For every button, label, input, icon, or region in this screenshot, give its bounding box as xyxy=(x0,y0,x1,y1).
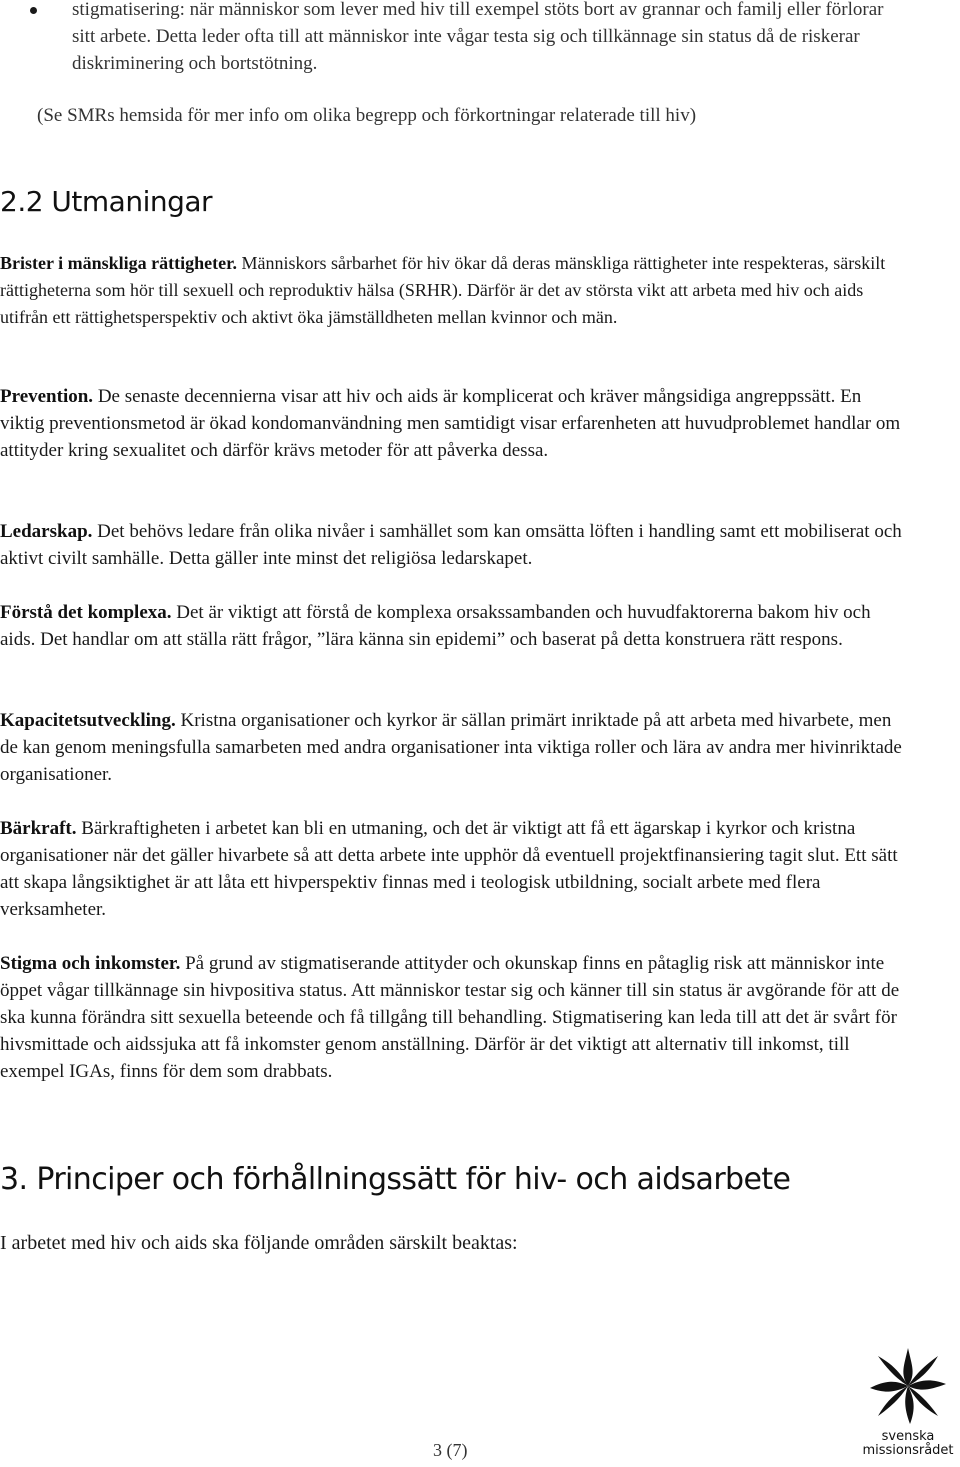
paragraph-sustainability xyxy=(0,815,910,923)
paragraph-text: De senaste decennierna visar att hiv och aids är komplicerat och kräver mångsidiga angreppssätt. En viktig preventionsmetod är ökad kondomanvändning men samtidigt visar erfarenheten att huvudproblemet handlar om attityder kring sexualitet och därför krävs metoder för att påverka dessa. xyxy=(0,386,901,461)
paragraph-lead: Förstå det komplexa. xyxy=(0,602,172,623)
logo-line-2: missionsrådet xyxy=(862,1443,954,1458)
paragraph-rights xyxy=(0,250,910,331)
logo-line-1: svenska xyxy=(881,1429,935,1444)
paragraph-leadership xyxy=(0,518,910,572)
paragraph-text: Det behövs ledare från olika nivåer i samhället som kan omsätta löften i handling samt ett mobiliserat och aktivt civilt samhälle. Detta gäller inte minst det religiösa ledarskapet. xyxy=(0,521,902,569)
bullet-icon xyxy=(30,7,37,14)
paragraph-lead: Ledarskap. xyxy=(0,521,93,542)
page-number: 3 (7) xyxy=(433,1440,468,1460)
list-item xyxy=(0,0,900,77)
paragraph-text: På grund av stigmatiserande attityder och okunskap finns en påtaglig risk att människor inte öppet vågar tillkännage sin hivpositiva status. Att människor testar sig och känner till sin status är avgörande för att de ska kunna förändra sitt sexuella beteende och få tillgång till behandling. Stigmatisering kan leda till att det är svårt för hivsmittade och aidssjuka att få inkomster genom anställning. Därför är det viktigt att alternativ till inkomst, till exempel IGAs, finns för dem som drabbats. xyxy=(0,953,900,1082)
paragraph-lead: Brister i mänskliga rättigheter. xyxy=(0,253,237,273)
star-cross-logo-icon xyxy=(868,1346,948,1426)
paragraph-stigma xyxy=(0,950,910,1085)
paragraph-text: Människors sårbarhet för hiv ökar då deras mänskliga rättigheter inte respekteras, särskilt rättigheterna som hör till sexuell och reproduktiv hälsa (SRHR). Därför är det av största vikt att arbeta med hiv och aids utifrån ett rättighetsperspektiv och aktivt öka jämställdheten mellan kvinnor och män. xyxy=(0,253,886,327)
bullet-list xyxy=(0,0,900,77)
paragraph-lead: Kapacitetsutveckling. xyxy=(0,710,176,731)
reference-note: (Se SMRs hemsida för mer info om olika begrepp och förkortningar relaterade till hiv) xyxy=(37,105,697,126)
paragraph-capacity xyxy=(0,707,910,788)
paragraph-lead: Stigma och inkomster. xyxy=(0,953,181,974)
section-intro: I arbetet med hiv och aids ska följande områden särskilt beaktas: xyxy=(0,1232,518,1254)
paragraph-complexity xyxy=(0,599,910,653)
paragraph-lead: Prevention. xyxy=(0,386,94,407)
section-heading-3: 3. Principer och förhållningssätt för hiv- och aidsarbete xyxy=(0,1162,791,1197)
paragraph-text: Det är viktigt att förstå de komplexa orsakssambanden och huvudfaktorerna bakom hiv och aids. Det handlar om att ställa rätt frågor, ”lära känna sin epidemi” och baserat på detta konstruera rätt respons. xyxy=(0,602,871,650)
paragraph-lead: Bärkraft. xyxy=(0,818,77,839)
paragraph-text: Bärkraftigheten i arbetet kan bli en utmaning, och det är viktigt att få ett ägarskap i kyrkor och kristna organisationer när det gäller hivarbete så att detta arbete inte upphör då eventuell projektfinansiering tagit slut. Ett sätt att skapa långsiktighet är att låta ett hivperspektiv finnas med i teologisk utbildning, socialt arbete med flera verksamheter. xyxy=(0,818,898,920)
bullet-text: stigmatisering: när människor som lever med hiv till exempel stöts bort av grannar och familj eller förlorar sitt arbete. Detta leder ofta till att människor inte vågar testa sig och tillkännage sin status då de riskerar diskriminering och bortstötning. xyxy=(72,0,884,74)
organization-logo xyxy=(858,1346,958,1464)
paragraph-prevention xyxy=(0,383,910,464)
section-heading-2-2: 2.2 Utmaningar xyxy=(0,185,213,218)
paragraph-text: Kristna organisationer och kyrkor är sällan primärt inriktade på att arbeta med hivarbete, men de kan genom meningsfulla samarbeten med andra organisationer inta viktiga roller och lära av andra mer hivinriktade organisationer. xyxy=(0,710,902,785)
